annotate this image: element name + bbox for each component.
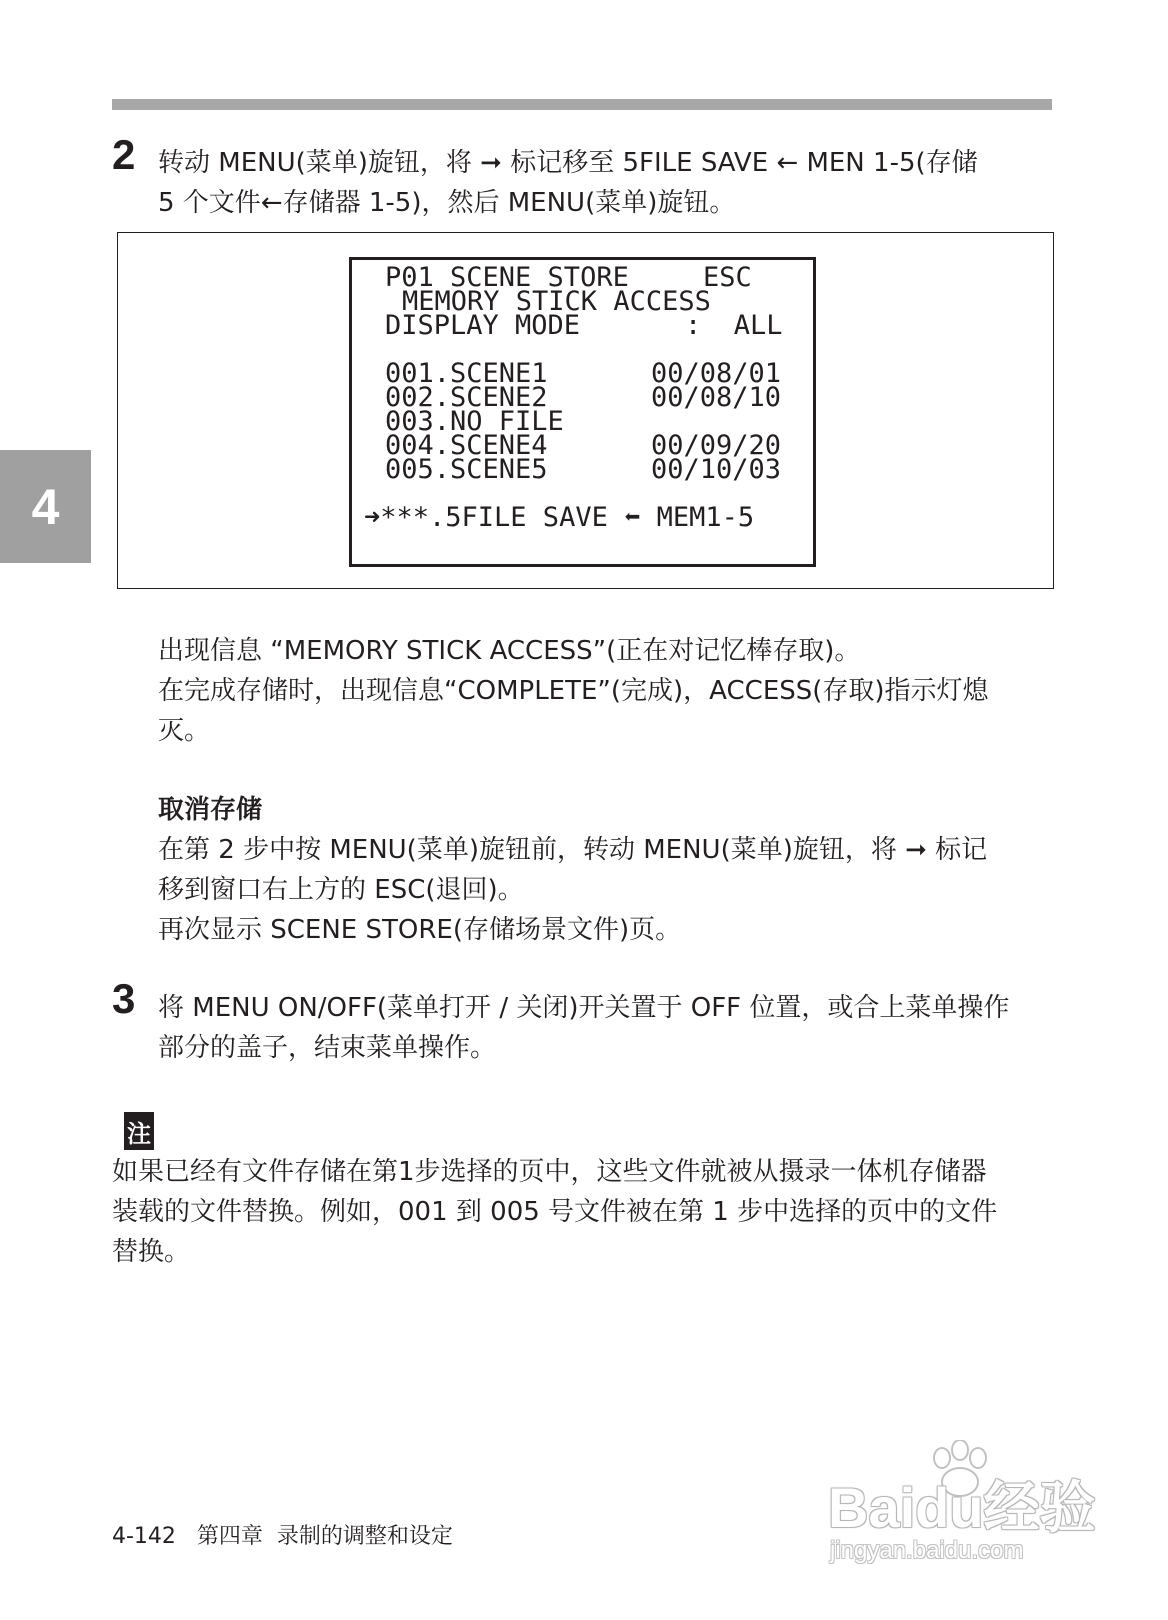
menu-title: P01 SCENE STORE [385, 262, 629, 293]
note-icon-label: 注 [127, 1119, 151, 1148]
note-line-3: 替换。 [112, 1237, 191, 1267]
top-rule [112, 99, 1052, 110]
menu-esc: ESC [703, 262, 752, 293]
file-row-date: 00/08/10 [651, 382, 782, 413]
file-row-name: 003.NO FILE [385, 406, 564, 437]
note-text [112, 1152, 1054, 1272]
file-row-name: 005.SCENE5 [385, 454, 548, 485]
watermark-url: jingyan.baidu.com [830, 1537, 1024, 1564]
file-row-date: 00/09/20 [651, 430, 782, 461]
file-row-date: 00/08/01 [651, 358, 782, 389]
display-mode-label: DISPLAY MODE [385, 310, 581, 341]
cancel-heading: 取消存储 [158, 795, 263, 825]
note-icon [124, 1112, 154, 1150]
menu-message: MEMORY STICK ACCESS [402, 286, 711, 317]
step-2-number: 2 [112, 131, 136, 178]
access-message-text [158, 631, 1053, 751]
file-row-date: 00/10/03 [651, 454, 782, 485]
step-3-line-2: 部分的盖子，结束菜单操作。 [158, 1033, 497, 1063]
cancel-line-1: 在第 2 步中按 MENU(菜单)旋钮前，转动 MENU(菜单)旋钮，将 ➞ 标记 [158, 835, 988, 865]
step-3-text [158, 988, 1053, 1068]
step-2-text [158, 143, 1053, 223]
note-line-1: 如果已经有文件存储在第1步选择的页中，这些文件就被从摄录一体机存储器 [112, 1157, 987, 1187]
step-3-line-1: 将 MENU ON/OFF(菜单打开 / 关闭)开关置于 OFF 位置，或合上菜单操作 [158, 993, 1010, 1023]
page-number: 4-142 [112, 1524, 176, 1549]
step-2-line-1: 转动 MENU(菜单)旋钮，将 ➞ 标记移至 5FILE SAVE ← MEN 1-5(存储 [158, 148, 978, 178]
cancel-line-2: 移到窗口右上方的 ESC(退回)。 [158, 875, 524, 905]
page-footer [112, 1522, 453, 1552]
after-line-1: 出现信息 “MEMORY STICK ACCESS”(正在对记忆棒存取)。 [158, 636, 861, 666]
scene-store-menu-screen [349, 257, 816, 567]
after-line-2: 在完成存储时，出现信息“COMPLETE”(完成)，ACCESS(存取)指示灯熄 [158, 676, 989, 706]
step-2-line-2: 5 个文件←存储器 1-5)，然后 MENU(菜单)旋钮。 [158, 188, 736, 218]
after-line-3: 灭。 [158, 716, 211, 746]
cancel-line-3: 再次显示 SCENE STORE(存储场景文件)页。 [158, 915, 682, 945]
file-row-name: 004.SCENE4 [385, 430, 548, 461]
cancel-text [158, 830, 1053, 950]
file-row-name: 001.SCENE1 [385, 358, 548, 389]
file-row-name: 002.SCENE2 [385, 382, 548, 413]
chapter-tab [0, 450, 91, 563]
file-save-line: ➜***.5FILE SAVE ⬅ MEM1-5 [364, 502, 755, 533]
chapter-title: 第四章 录制的调整和设定 [196, 1524, 453, 1549]
chapter-tab-number: 4 [31, 478, 60, 535]
step-3-number: 3 [112, 975, 136, 1022]
watermark-logo: Baidu经验 [828, 1476, 1096, 1539]
note-line-2: 装载的文件替换。例如，001 到 005 号文件被在第 1 步中选择的页中的文件 [112, 1197, 998, 1227]
display-mode-value: : ALL [685, 310, 783, 341]
baidu-watermark [828, 1440, 1098, 1564]
